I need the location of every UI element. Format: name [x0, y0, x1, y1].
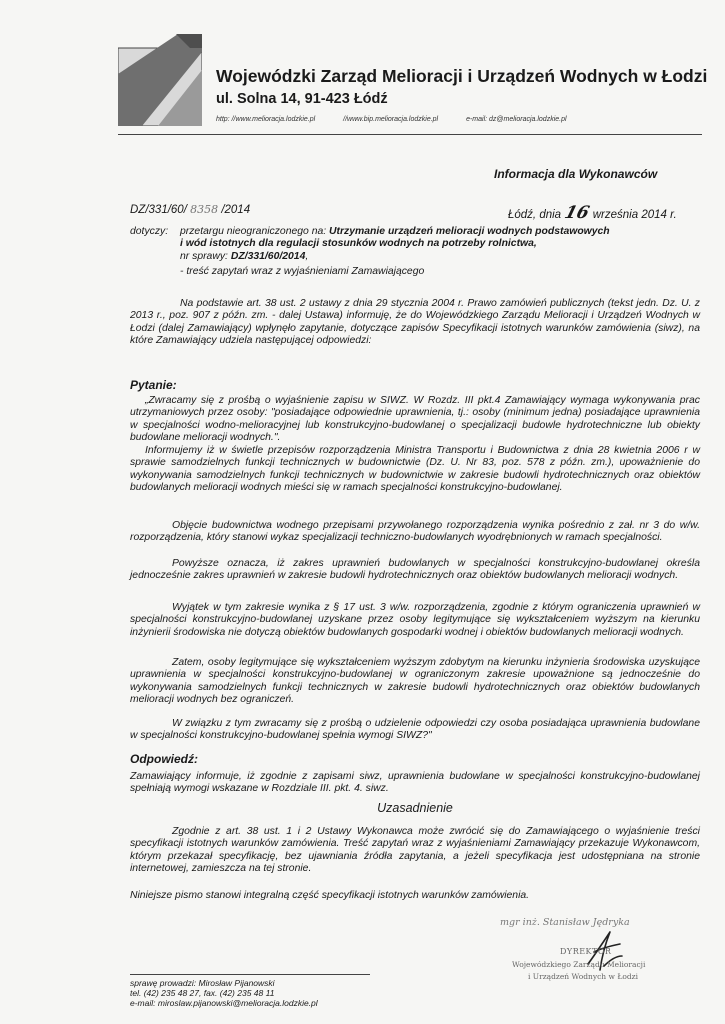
case-number: DZ/331/60/2014: [230, 250, 306, 262]
question-paragraph-3: Objęcie budownictwa wodnego przepisami przywołanego rozporządzenia wynika pośrednio z zał. nr 3 do w/w. rozporządzenia, który stanowi wykaz specjalizacji techniczno-budowlanych wyodrębnionych w ramach specjalności.: [130, 520, 700, 544]
question-paragraph-1: „Zwracamy się z prośbą o wyjaśnienie zapisu w SIWZ. W Rozdz. III pkt.4 Zamawiający wymaga wykonywania prac utrzymaniowych przez osoby: "posiadające odpowiednie uprawnienia, tj.: osoby (minimum jedna) posiadające uprawnienia w specjalności wodno-melioracyjnej lub konstrukcyjno-budowlanej o specjalizacji budowle hydrotechniczne lub obiekty budowlane melioracji wodnych.".: [130, 395, 700, 444]
stamp-line-2: i Urządzeń Wodnych w Łodzi: [528, 972, 639, 981]
institution-logo: [118, 34, 202, 126]
question-label: Pytanie:: [130, 378, 177, 392]
case-label: nr sprawy:: [180, 250, 228, 262]
justification-text: Zgodnie z art. 38 ust. 1 i 2 Ustawy Wykonawca może zwrócić się do Zamawiającego o wyjaśnienie treści specyfikacji istotnych warunków zamówienia. Treść zapytań wraz z wyjaśnieniami Zamawiający przekazuje Wykonawcom, którym przekazał specyfikację, bez ujawniania źródła zapytania, a jeżeli specyfikacja jest udostępniana na stronie internetowej, zamieszcza na tej stronie.: [130, 826, 700, 875]
stamp-line-1: Wojewódzkiego Zarządu Melioracji: [512, 960, 646, 969]
footer-contact: [130, 978, 318, 1008]
ref-handwritten-number: 8358: [190, 203, 219, 216]
date-day-handwritten: 16: [562, 203, 592, 223]
date-suffix: września 2014 r.: [592, 209, 677, 221]
subject-block: przetargu nieograniczonego na: Utrzymanie urządzeń melioracji wodnych podstawowych i wód istotnych dla regulacji stosunków wodnych na potrzeby rolnictwa, nr sprawy: DZ/331/60/2014, - treść zapytań wraz z wyjaśnieniami Zamawiającego: [180, 226, 700, 279]
subject-intro: przetargu nieograniczonego na:: [180, 226, 327, 237]
date-prefix: Łódź, dnia: [508, 209, 562, 221]
header-divider: [118, 134, 702, 135]
question-paragraph-2: Informujemy iż w świetle przepisów rozporządzenia Ministra Transportu i Budownictwa z dnia 28 kwietnia 2006 r w sprawie samodzielnych funkcji technicznych w budownictwie (Dz. U. Nr 83, poz. 578 z późn. zm.), upoważnienie do wykonywania samodzielnych funkcji technicznych w budownictwie w zakresie budowli hydrotechnicznych oraz obiektów budowlanych melioracji wodnych mieści się w ramach specjalności konstrukcyjno-budowlanej.: [130, 445, 700, 494]
question-paragraph-4: Powyższe oznacza, iż zakres uprawnień budowlanych w specjalności konstrukcyjno-budowlanej określa jednocześnie zakres uprawnień w zakresie budowli hydrotechnicznych oraz obiektów budowlanych melioracji wodnych.: [130, 558, 700, 582]
answer-text: Zamawiający informuje, iż zgodnie z zapisami siwz, uprawnienia budowlane w specjalności konstrukcyjno-budowlanej spełniają wymogi wskazane w Rozdziale III. pkt. 4. siwz.: [130, 771, 700, 795]
stamp-title: DYREKTOR: [560, 947, 612, 956]
email-link[interactable]: e-mail: dz@melioracja.lodzkie.pl: [466, 116, 567, 123]
subject-content: - treść zapytań wraz z wyjaśnieniami Zamawiającego: [180, 266, 425, 278]
ref-suffix: /2014: [221, 204, 251, 216]
closing-statement: Niniejsze pismo stanowi integralną część specyfikacji istotnych warunków zamówienia.: [130, 890, 530, 901]
case-officer: sprawę prowadzi: Mirosław Pijanowski: [130, 978, 275, 988]
document-heading: Informacja dla Wykonawców: [494, 167, 658, 181]
intro-paragraph: Na podstawie art. 38 ust. 2 ustawy z dnia 29 stycznia 2004 r. Prawo zamówień publicznych (tekst jedn. Dz. U. z 2013 r., poz. 907 z późn. zm. - dalej Ustawa) informuję, że do Wojewódzkiego Zarządu Melioracji i Urządzeń Wodnych w Łodzi (dalej Zamawiający) wpłynęło zapytanie, dotyczące zapisów Specyfikacji istotnych warunków zamówienia (siwz), na które Zamawiający udziela następującej odpowiedzi:: [130, 298, 700, 347]
footer-divider: [130, 974, 370, 975]
question-paragraph-7: W związku z tym zwracamy się z prośbą o udzielenie odpowiedzi czy osoba posiadająca uprawnienia budowlane w specjalności konstrukcyjno-budowlanej spełnia wymogi SIWZ?": [130, 718, 700, 742]
question-paragraph-6: Zatem, osoby legitymujące się wykształceniem wyższym zdobytym na kierunku inżynieria środowiska uzyskujące uprawnienia w specjalności konstrukcyjno-budowlanej w ograniczonym zakresie upoważnione są jednocześnie do wykonywania samodzielnych funkcji technicznych w zakresie budowli hydrotechnicznych oraz obiektów budowlanych melioracji wodnych bez ograniczeń.: [130, 657, 700, 706]
organization-name: Wojewódzki Zarząd Melioracji i Urządzeń Wodnych w Łodzi: [216, 66, 708, 86]
subject-title-2: i wód istotnych dla regulacji stosunków wodnych na potrzeby rolnictwa,: [180, 238, 537, 250]
organization-address: ul. Solna 14, 91-423 Łódź: [216, 91, 388, 107]
answer-label: Odpowiedź:: [130, 752, 198, 766]
bip-link[interactable]: //www.bip.melioracja.lodzkie.pl: [343, 116, 439, 123]
footer-email[interactable]: e-mail: miroslaw.pijanowski@melioracja.lodzkie.pl: [130, 998, 318, 1008]
question-paragraph-5: Wyjątek w tym zakresie wynika z § 17 ust. 3 w/w. rozporządzenia, zgodnie z którym ograniczenia uprawnień w specjalności konstrukcyjno-budowlanej uzyskane przez osoby legitymujące się wykształceniem wyższym na kierunku inżynierii środowiska nie dotyczą obiektów budowlanych gospodarki wodnej i obiektów budowlanych melioracji wodnych.: [130, 602, 700, 638]
reference-number: [130, 203, 250, 216]
letter-date: [508, 203, 677, 223]
footer-phone: tel. (42) 235 48 27, fax. (42) 235 48 11: [130, 988, 275, 998]
subject-label: dotyczy:: [130, 226, 169, 237]
justification-label: Uzasadnienie: [377, 801, 453, 815]
signatory-name: mgr inż. Stanisław Jędryka: [500, 917, 630, 928]
contact-line: [216, 116, 593, 123]
ref-prefix: DZ/331/60/: [130, 204, 187, 216]
subject-title-1: Utrzymanie urządzeń melioracji wodnych podstawowych: [329, 226, 610, 237]
website-link[interactable]: http: //www.melioracja.lodzkie.pl: [216, 116, 316, 123]
